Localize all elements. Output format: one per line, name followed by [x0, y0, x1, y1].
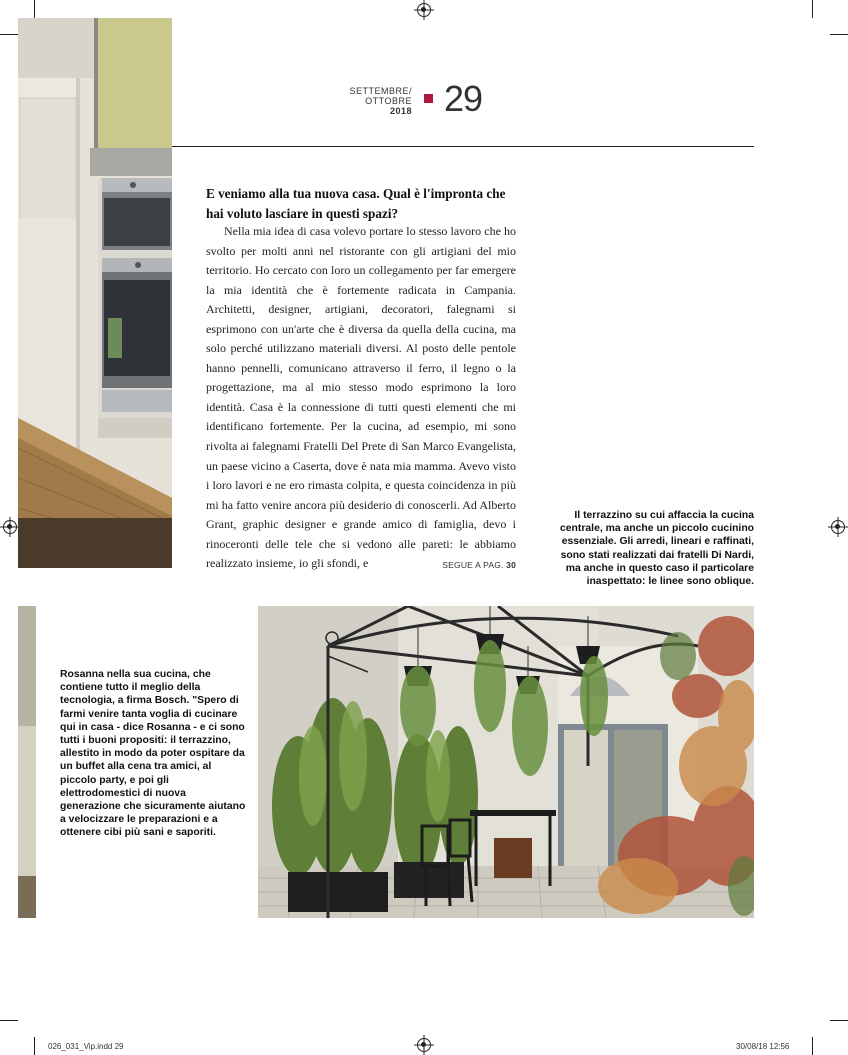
- interview-question: E veniamo alla tua nuova casa. Qual è l'impronta che hai voluto lasciare in questi spazi?: [206, 186, 506, 221]
- registration-mark-icon: [831, 520, 845, 534]
- terrace-caption: Il terrazzino su cui affaccia la cucina centrale, ma anche un piccolo cucinino essenziale. Gli arredi, lineari e raffinati, sono stati realizzati dai fratelli Di Nardi, ma anche in questo caso il particolare inaspettato: le linee sono oblique.: [560, 510, 755, 588]
- issue-month-2: OTTOBRE: [365, 96, 412, 106]
- crop-mark: [34, 1037, 35, 1055]
- slug-filename: 026_031_Vip.indd 29: [48, 1042, 124, 1051]
- slug-timestamp: 30/08/18 12:56: [736, 1042, 790, 1051]
- issue-date: [340, 86, 412, 116]
- continue-label: [420, 560, 516, 570]
- issue-month: SETTEMBRE/: [349, 86, 412, 96]
- crop-mark: [34, 0, 35, 18]
- terrace-photo: [258, 606, 754, 918]
- kitchen-photo-strip: [18, 606, 36, 918]
- registration-mark-icon: [417, 3, 431, 17]
- header-rule: [172, 146, 754, 147]
- continue-page: 30: [506, 560, 516, 570]
- registration-mark-icon: [3, 520, 17, 534]
- kitchen-photo: [18, 18, 172, 568]
- registration-mark-icon: [417, 1038, 431, 1052]
- crop-mark: [830, 1020, 848, 1021]
- issue-year: 2018: [389, 106, 412, 116]
- crop-mark: [0, 34, 18, 35]
- crop-mark: [812, 0, 813, 18]
- crop-mark: [830, 34, 848, 35]
- crop-mark: [0, 1020, 18, 1021]
- crop-mark: [812, 1037, 813, 1055]
- page-number: 29: [444, 78, 483, 119]
- accent-square: [424, 94, 433, 103]
- kitchen-caption: Rosanna nella sua cucina, che contiene tutto il meglio della tecnologia, a firma Bosch. "Spero di farmi venire tanta voglia di cucinare qui in casa - dice Rosanna - e ci sono tutti i buoni propositi: il terrazzino, allestito in modo da poter ospitare da un buffet alla cena tra amici, al piccolo party, e poi gli elettrodomestici di nuova generazione che sicuramente aiutano a velocizzare le preparazioni e a ottenere cibi più sani e saporiti.: [60, 669, 246, 839]
- continue-text: SEGUE A PAG.: [442, 560, 504, 570]
- article-body: Nella mia idea di casa volevo portare lo stesso lavoro che ho svolto per molti anni nel ristorante con gli artigiani del mio territorio. Ho cercato con loro un collegamento per far emergere la mia identità che è fortemente radicata in Campania. Architetti, designer, artigiani, decoratori, falegnami si esprimono con un'arte che è diversa da quella della cucina, ma solo perché utilizzano materiali diversi. Al posto delle pentole hanno pennelli, comunicano attraverso il ferro, il legno o la progettazione, ma al mio stesso modo esprimono la loro identità. Casa è la connessione di tutti questi elementi che mi identificano fortemente. Per la cucina, ad esempio, mi sono rivolta ai falegnami Fratelli Del Prete di San Marco Evangelista, un paese vicino a Caserta, dove è nata mia mamma. Avevo visto i loro lavori e ne ero rimasta colpita, e questa coincidenza in più mi ha fatto venire ancora più desiderio di conoscerli. Ad Alberto Grant, graphic designer e grande amico di famiglia, devo i rinoceronti delle tele che si vedono alle pareti: le abbiamo realizzato insieme, io gli sfondi, e: [206, 224, 516, 571]
